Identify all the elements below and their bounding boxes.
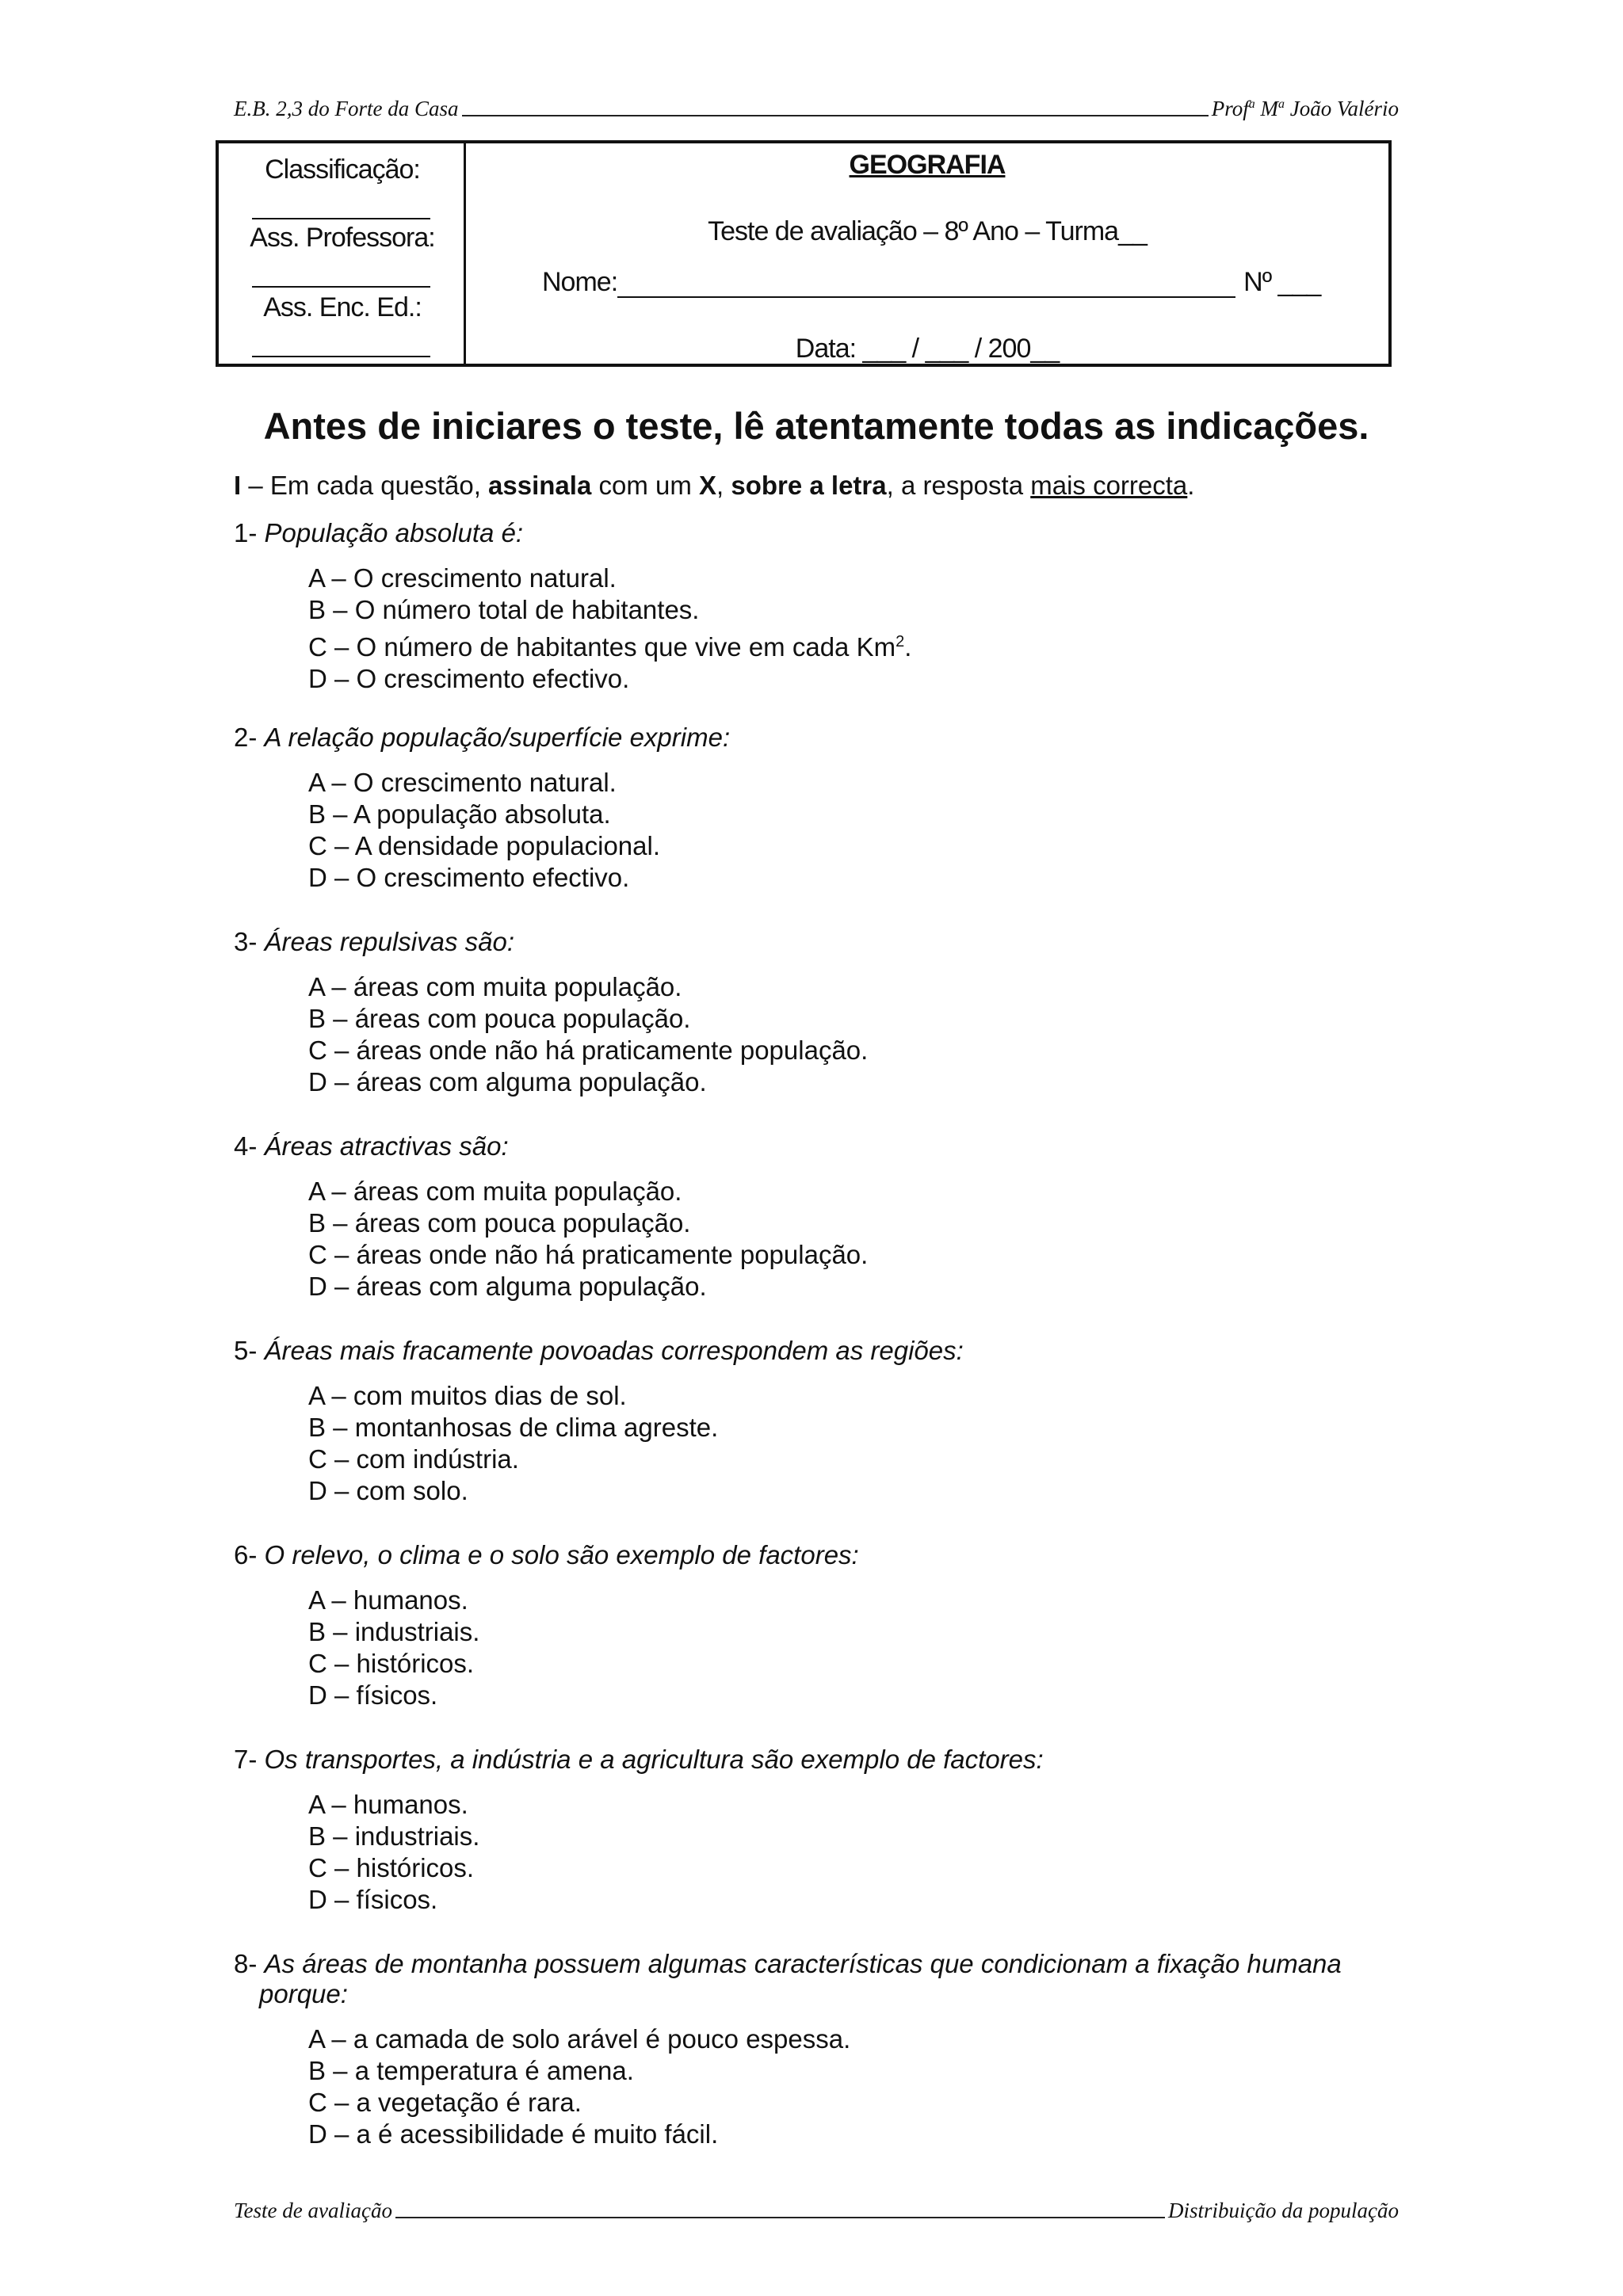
classificacao-field[interactable] xyxy=(252,218,430,219)
option-b[interactable]: B – montanhosas de clima agreste. xyxy=(308,1413,719,1442)
question-4 xyxy=(234,1131,1407,1302)
date-line: Data: ___ / ___ / 200__ xyxy=(795,334,1060,364)
ass-professora-label: Ass. Professora: xyxy=(250,223,435,253)
name-label: Nome: xyxy=(542,267,618,297)
header-box-right xyxy=(466,143,1388,364)
question-text: 1- População absoluta é: xyxy=(234,518,524,547)
footer-right: Distribuição da população xyxy=(1168,2199,1399,2222)
option-a[interactable]: A – com muitos dias de sol. xyxy=(308,1381,627,1410)
question-text: 8- As áreas de montanha possuem algumas características que condicionam a fixação humana porque: xyxy=(234,1949,1342,2008)
option-a[interactable]: A – O crescimento natural. xyxy=(308,563,617,593)
question-3 xyxy=(234,927,1407,1098)
option-d[interactable]: D – com solo. xyxy=(308,1476,468,1505)
running-header xyxy=(234,97,1399,121)
ass-enc-ed-field[interactable] xyxy=(252,356,430,357)
option-c[interactable]: C – áreas onde não há praticamente população. xyxy=(308,1240,869,1269)
question-text: 3- Áreas repulsivas são: xyxy=(234,927,514,956)
option-a[interactable]: A – áreas com muita população. xyxy=(308,972,682,1001)
option-c[interactable]: C – áreas onde não há praticamente população. xyxy=(308,1035,869,1065)
option-c[interactable]: C – O número de habitantes que vive em cada Km$^2$. xyxy=(308,632,912,662)
name-line xyxy=(542,267,1335,298)
option-d[interactable]: D – áreas com alguma população. xyxy=(308,1272,707,1301)
header-rule xyxy=(462,115,1209,116)
test-line: Teste de avaliação – 8º Ano – Turma__ xyxy=(708,216,1147,246)
option-a[interactable]: A – humanos. xyxy=(308,1585,468,1615)
number-label: Nº ___ xyxy=(1243,267,1321,297)
option-a[interactable]: A – a camada de solo arável é pouco espessa. xyxy=(308,2024,851,2054)
subject-title: GEOGRAFIA xyxy=(849,150,1006,180)
option-c[interactable]: C – a vegetação é rara. xyxy=(308,2088,582,2117)
option-d[interactable]: D – O crescimento efectivo. xyxy=(308,664,630,693)
question-text: 5- Áreas mais fracamente povoadas correspondem as regiões: xyxy=(234,1336,964,1365)
question-text: 6- O relevo, o clima e o solo são exemplo de factores: xyxy=(234,1540,859,1569)
question-7 xyxy=(234,1745,1407,1916)
option-d[interactable]: D – a é acessibilidade é muito fácil. xyxy=(308,2119,719,2149)
footer-rule xyxy=(395,2217,1165,2218)
teacher-name: Prof$^a$ $M^a$ João Valério xyxy=(1211,97,1399,120)
option-d[interactable]: D – físicos. xyxy=(308,1885,438,1914)
option-d[interactable]: D – físicos. xyxy=(308,1680,438,1710)
classificacao-label: Classificação: xyxy=(265,154,420,185)
option-d[interactable]: D – O crescimento efectivo. xyxy=(308,863,630,892)
header-box xyxy=(216,140,1392,367)
question-2 xyxy=(234,723,1407,894)
option-b[interactable]: B – industriais. xyxy=(308,1821,480,1851)
option-b[interactable]: B – áreas com pouca população. xyxy=(308,1004,691,1033)
option-b[interactable]: B – industriais. xyxy=(308,1617,480,1646)
instruction: I – Em cada questão, assinala com um X, sobre a letra, a resposta mais correcta. xyxy=(234,471,1195,500)
footer-left: Teste de avaliação xyxy=(234,2199,392,2222)
ass-enc-ed-label: Ass. Enc. Ed.: xyxy=(263,292,422,322)
option-b[interactable]: B – áreas com pouca população. xyxy=(308,1208,691,1238)
option-a[interactable]: A – áreas com muita população. xyxy=(308,1177,682,1206)
question-text: 2- A relação população/superfície exprime: xyxy=(234,723,731,752)
option-b[interactable]: B – O número total de habitantes. xyxy=(308,595,700,624)
school-name: E.B. 2,3 do Forte da Casa xyxy=(234,97,459,120)
name-field[interactable] xyxy=(617,273,1235,298)
option-c[interactable]: C – históricos. xyxy=(308,1649,475,1678)
option-b[interactable]: B – A população absoluta. xyxy=(308,799,611,829)
question-6 xyxy=(234,1540,1407,1711)
question-text: 7- Os transportes, a indústria e a agricultura são exemplo de factores: xyxy=(234,1745,1044,1774)
option-a[interactable]: A – O crescimento natural. xyxy=(308,768,617,797)
main-title: Antes de iniciares o teste, lê atentamente todas as indicações. xyxy=(263,405,1369,447)
option-d[interactable]: D – áreas com alguma população. xyxy=(308,1067,707,1097)
header-box-left xyxy=(219,143,466,364)
running-footer xyxy=(234,2199,1399,2223)
question-5 xyxy=(234,1336,1407,1507)
option-c[interactable]: C – históricos. xyxy=(308,1853,475,1882)
question-1 xyxy=(234,518,1407,695)
question-text: 4- Áreas atractivas são: xyxy=(234,1131,509,1161)
ass-professora-field[interactable] xyxy=(252,286,430,288)
option-a[interactable]: A – humanos. xyxy=(308,1790,468,1819)
option-b[interactable]: B – a temperatura é amena. xyxy=(308,2056,634,2085)
option-c[interactable]: C – A densidade populacional. xyxy=(308,831,661,860)
option-c[interactable]: C – com indústria. xyxy=(308,1444,519,1474)
question-8 xyxy=(234,1949,1407,2150)
